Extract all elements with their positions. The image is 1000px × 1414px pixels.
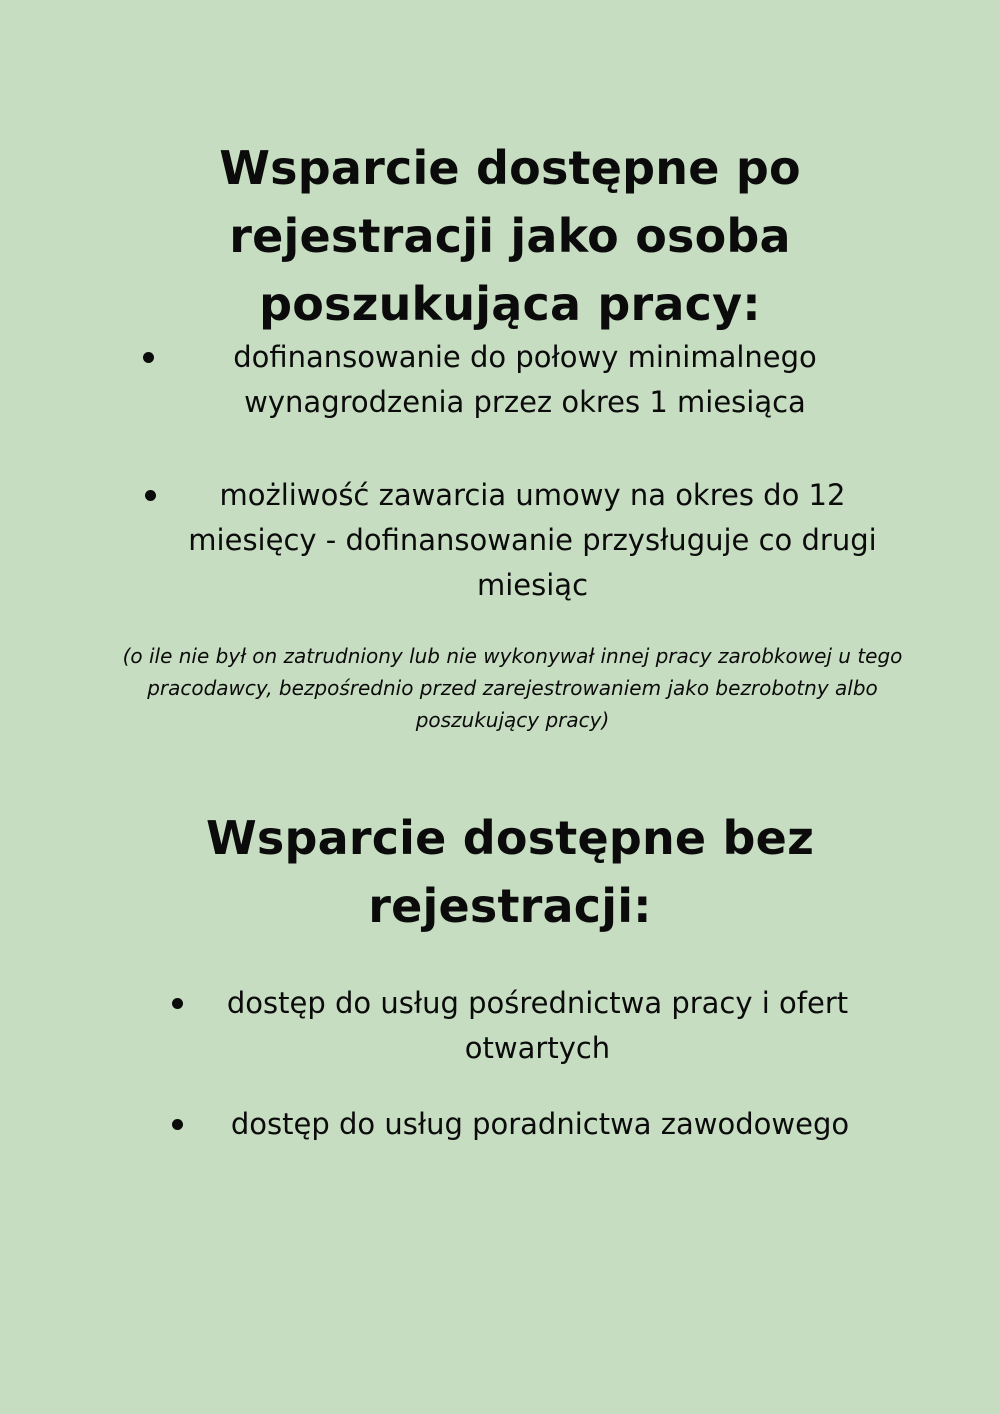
list-item-text: dostęp do usług poradnictwa zawodowego — [230, 1107, 850, 1141]
list-item-text: możliwość zawarcia umowy na okres do 12 miesięcy - dofinansowanie przysługuje co drugi miesiąc — [188, 478, 877, 602]
section-registered-heading: Wsparcie dostępne po rejestracji jako osoba poszukująca pracy: — [219, 141, 801, 331]
bullet-icon — [172, 998, 183, 1009]
list-item-text: dofinansowanie do połowy minimalnego wynagrodzenia przez okres 1 miesiąca — [233, 340, 817, 419]
bullet-icon — [172, 1119, 183, 1130]
section-unregistered-heading: Wsparcie dostępne bez rejestracji: — [205, 811, 815, 933]
eligibility-note: (o ile nie był on zatrudniony lub nie wykonywał innej pracy zarobkowej u tego pracodawcy, bezpośrednio przed zarejestrowaniem jako bezrobotny albo poszukujący pracy) — [122, 644, 903, 732]
bullet-icon — [143, 352, 154, 363]
bullet-icon — [145, 490, 156, 501]
list-item-text: dostęp do usług pośrednictwa pracy i ofert otwartych — [226, 986, 849, 1065]
